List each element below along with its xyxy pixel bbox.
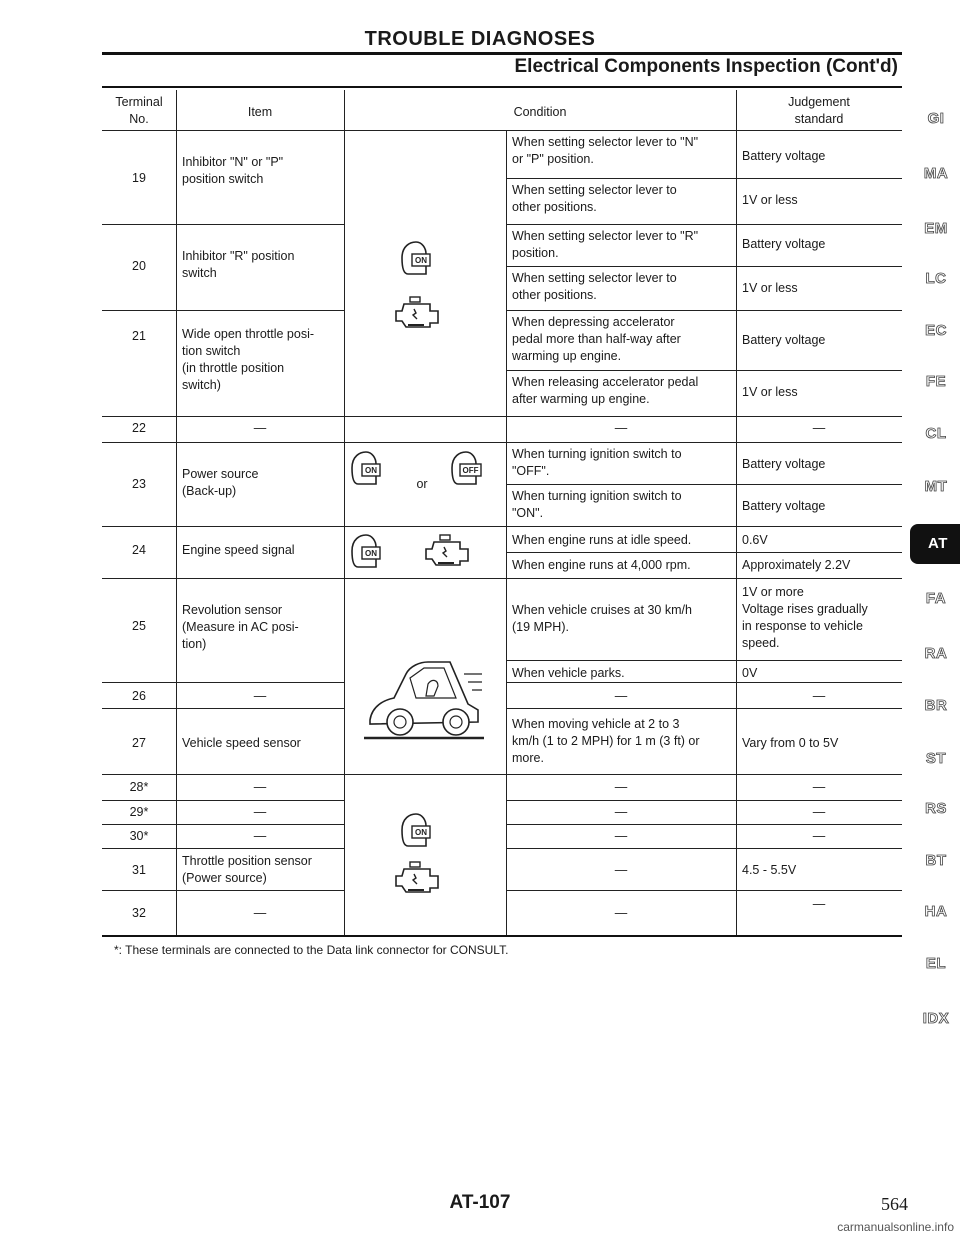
item-cell: Throttle position sensor (Power source) <box>182 854 312 885</box>
judgement-cell: — <box>812 897 826 911</box>
ignition-off-icon <box>448 450 484 490</box>
row-divider <box>506 682 902 683</box>
item-cell: Power source (Back-up) <box>182 467 259 498</box>
terminal-no: 31 <box>132 863 146 877</box>
row-divider <box>102 682 344 683</box>
col-divider <box>344 90 345 936</box>
condition-cell: — <box>614 863 628 877</box>
section-tab-ma[interactable]: MA <box>923 165 949 182</box>
condition-cell: When setting selector lever to "N" or "P" position. <box>512 135 699 166</box>
row-divider <box>102 310 344 311</box>
judgement-cell: Battery voltage <box>742 149 826 163</box>
section-tab-cl[interactable]: CL <box>925 425 947 442</box>
section-tab-el[interactable]: EL <box>925 955 947 972</box>
condition-cell: — <box>614 829 628 843</box>
sub-row-divider <box>506 178 902 179</box>
terminal-no: 20 <box>132 259 146 273</box>
header-item: Item <box>247 105 273 119</box>
item-cell: Inhibitor "N" or "P" position switch <box>182 155 284 186</box>
condition-cell: When vehicle cruises at 30 km/h (19 MPH). <box>512 603 692 634</box>
section-tab-fe[interactable]: FE <box>925 373 947 390</box>
ignition-on-icon <box>398 240 434 280</box>
judgement-cell: Battery voltage <box>742 457 826 471</box>
row-divider <box>102 526 902 527</box>
sub-row-divider <box>506 660 902 661</box>
row-divider <box>102 824 344 825</box>
item-cell: Engine speed signal <box>182 543 295 557</box>
engine-running-icon <box>394 860 440 894</box>
ignition-on-icon <box>398 812 434 852</box>
item-cell: — <box>253 829 267 843</box>
judgement-cell: — <box>812 421 826 435</box>
engine-running-icon <box>394 295 440 329</box>
page-id: AT-107 <box>449 1192 511 1213</box>
judgement-cell: 0V <box>742 666 758 680</box>
terminal-no: 28* <box>129 780 149 794</box>
watermark: carmanualsonline.info <box>837 1220 954 1234</box>
judgement-cell: 1V or less <box>742 193 798 207</box>
row-divider <box>102 442 902 443</box>
judgement-cell: — <box>812 829 826 843</box>
section-tab-br[interactable]: BR <box>924 697 948 714</box>
item-cell: Revolution sensor (Measure in AC posi- tion) <box>182 603 299 651</box>
row-divider <box>506 708 902 709</box>
condition-cell: — <box>614 805 628 819</box>
or-label: or <box>416 477 428 491</box>
svg-text:ON: ON <box>415 828 427 837</box>
section-tab-gi[interactable]: GI <box>927 110 945 127</box>
item-cell: — <box>253 780 267 794</box>
header-condition: Condition <box>513 105 567 119</box>
item-cell: Vehicle speed sensor <box>182 736 301 750</box>
item-cell: Wide open throttle posi- tion switch (in throttle position switch) <box>182 327 315 392</box>
footer-rule <box>102 935 902 937</box>
engine-running-icon <box>424 533 470 573</box>
terminal-no: 21 <box>132 329 146 343</box>
header-rule-bottom <box>102 86 902 88</box>
condition-cell: When moving vehicle at 2 to 3 km/h (1 to 2 MPH) for 1 m (3 ft) or more. <box>512 717 700 765</box>
header-judgement: Judgement standard <box>788 95 850 126</box>
terminal-no: 19 <box>132 171 146 185</box>
row-divider <box>506 824 902 825</box>
row-divider <box>102 130 902 131</box>
vehicle-wheels-icon <box>364 654 484 744</box>
section-tab-fa[interactable]: FA <box>925 590 947 607</box>
item-cell: — <box>253 805 267 819</box>
section-tab-ha[interactable]: HA <box>924 903 948 920</box>
terminal-no: 32 <box>132 906 146 920</box>
row-divider <box>102 224 344 225</box>
judgement-cell: Battery voltage <box>742 499 826 513</box>
condition-cell: — <box>614 780 628 794</box>
terminal-no: 27 <box>132 736 146 750</box>
row-divider <box>102 416 902 417</box>
section-tab-mt[interactable]: MT <box>924 478 948 495</box>
judgement-cell: 4.5 - 5.5V <box>742 863 797 877</box>
section-tab-rs[interactable]: RS <box>925 800 947 817</box>
section-tab-bt[interactable]: BT <box>925 852 947 869</box>
sub-row-divider <box>506 370 902 371</box>
terminal-no: 29* <box>129 805 149 819</box>
judgement-cell: 0.6V <box>742 533 768 547</box>
row-divider <box>506 310 902 311</box>
row-divider <box>506 848 902 849</box>
section-tab-lc[interactable]: LC <box>925 270 947 287</box>
terminal-no: 26 <box>132 689 146 703</box>
header-rule <box>102 52 902 55</box>
terminal-no: 24 <box>132 543 146 557</box>
section-tab-at[interactable]: AT <box>910 524 960 564</box>
row-divider <box>506 224 902 225</box>
condition-cell: — <box>614 906 628 920</box>
judgement-cell: 1V or less <box>742 385 798 399</box>
svg-text:ON: ON <box>365 549 377 558</box>
judgement-cell: — <box>812 805 826 819</box>
row-divider <box>506 890 902 891</box>
judgement-cell: 1V or more Voltage rises gradually in response to vehicle speed. <box>742 585 868 650</box>
svg-text:OFF: OFF <box>462 466 479 475</box>
item-cell: Inhibitor "R" position switch <box>182 249 295 280</box>
condition-cell: When setting selector lever to other positions. <box>512 271 677 302</box>
condition-cell: When engine runs at 4,000 rpm. <box>512 558 691 572</box>
row-divider <box>506 800 902 801</box>
judgement-cell: Approximately 2.2V <box>742 558 851 572</box>
inspection-table <box>102 90 902 936</box>
judgement-cell: — <box>812 780 826 794</box>
condition-cell: When vehicle parks. <box>512 666 625 680</box>
row-divider <box>102 708 344 709</box>
header-terminal: Terminal No. <box>115 95 163 126</box>
section-subtitle: Electrical Components Inspection (Cont'd) <box>514 56 898 77</box>
item-cell: — <box>253 421 267 435</box>
condition-cell: When setting selector lever to other positions. <box>512 183 677 214</box>
item-cell: — <box>253 906 267 920</box>
footnote: *: These terminals are connected to the Data link connector for CONSULT. <box>114 943 509 957</box>
row-divider <box>102 800 344 801</box>
condition-cell: — <box>614 689 628 703</box>
ignition-on-icon <box>348 450 384 490</box>
terminal-no: 22 <box>132 421 146 435</box>
page-number: 564 <box>881 1194 908 1214</box>
condition-cell: — <box>614 421 628 435</box>
section-tab-st[interactable]: ST <box>925 750 947 767</box>
row-divider <box>102 774 902 775</box>
svg-text:ON: ON <box>415 256 427 265</box>
row-divider <box>102 890 344 891</box>
section-tab-em[interactable]: EM <box>924 220 948 237</box>
condition-cell: When depressing accelerator pedal more than half-way after warming up engine. <box>512 315 681 363</box>
condition-cell: When turning ignition switch to "ON". <box>512 489 682 520</box>
sub-row-divider <box>506 552 902 553</box>
section-tab-ec[interactable]: EC <box>925 322 947 339</box>
row-divider <box>102 848 344 849</box>
condition-cell: When turning ignition switch to "OFF". <box>512 447 682 478</box>
terminal-no: 23 <box>132 477 146 491</box>
section-tab-idx[interactable]: IDX <box>922 1010 950 1027</box>
judgement-cell: Vary from 0 to 5V <box>742 736 839 750</box>
row-divider <box>102 578 902 579</box>
item-cell: — <box>253 689 267 703</box>
judgement-cell: Battery voltage <box>742 237 826 251</box>
svg-text:ON: ON <box>365 466 377 475</box>
sub-row-divider <box>506 484 902 485</box>
sub-row-divider <box>506 266 902 267</box>
judgement-cell: — <box>812 689 826 703</box>
condition-cell: When releasing accelerator pedal after warming up engine. <box>512 375 699 406</box>
terminal-no: 30* <box>129 829 149 843</box>
condition-cell: When setting selector lever to "R" position. <box>512 229 699 260</box>
section-tab-ra[interactable]: RA <box>924 645 948 662</box>
condition-cell: When engine runs at idle speed. <box>512 533 692 547</box>
ignition-on-icon <box>348 533 384 573</box>
judgement-cell: 1V or less <box>742 281 798 295</box>
terminal-no: 25 <box>132 619 146 633</box>
page-title: TROUBLE DIAGNOSES <box>364 28 596 50</box>
judgement-cell: Battery voltage <box>742 333 826 347</box>
